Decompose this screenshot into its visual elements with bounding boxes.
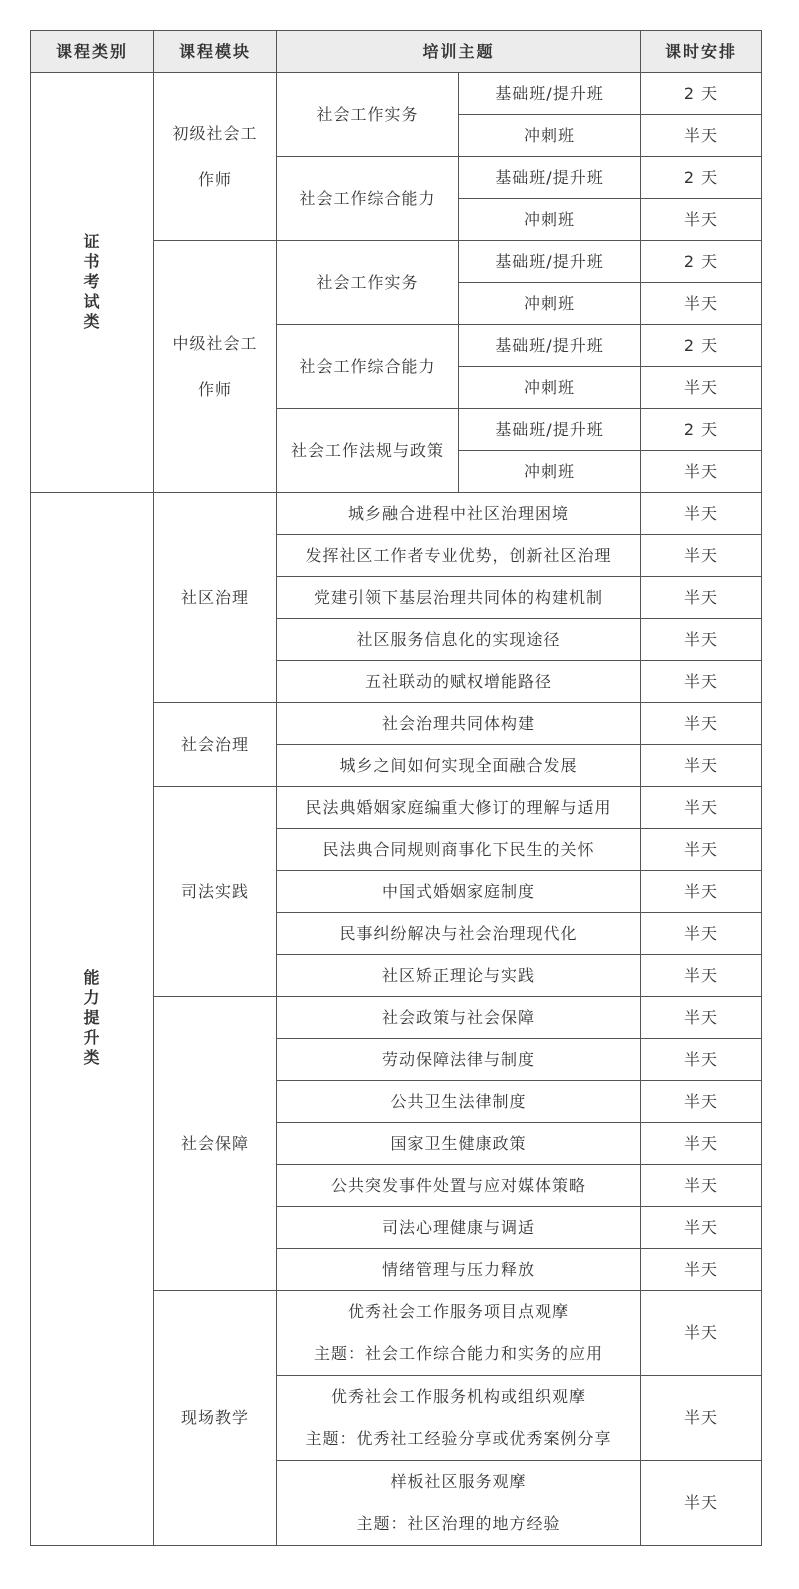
module-social: 社会治理 — [154, 703, 277, 787]
duration-cell: 半天 — [641, 283, 762, 325]
module-mid — [154, 241, 277, 493]
class-type-cell: 基础班/提升班 — [459, 241, 641, 283]
topic-line-2: 主题：社区治理的地方经验 — [356, 1514, 561, 1533]
table-row — [31, 493, 762, 535]
class-type-cell: 基础班/提升班 — [459, 73, 641, 115]
duration-cell: 半天 — [641, 955, 762, 997]
topic-line-2: 主题：优秀社工经验分享或优秀案例分享 — [305, 1429, 612, 1448]
module-community: 社区治理 — [154, 493, 277, 703]
duration-cell: 半天 — [641, 787, 762, 829]
category-cert — [31, 73, 154, 493]
topic-line-1: 样板社区服务观摩 — [390, 1472, 527, 1491]
topic-cell: 公共突发事件处置与应对媒体策略 — [277, 1165, 641, 1207]
duration-cell: 半天 — [641, 997, 762, 1039]
topic-cell: 社会工作综合能力 — [277, 157, 459, 241]
duration-cell: 半天 — [641, 367, 762, 409]
duration-cell: 半天 — [641, 577, 762, 619]
topic-cell: 社区服务信息化的实现途径 — [277, 619, 641, 661]
header-module: 课程模块 — [154, 31, 277, 73]
duration-cell: 半天 — [641, 1165, 762, 1207]
duration-cell: 半天 — [641, 871, 762, 913]
class-type-cell: 基础班/提升班 — [459, 157, 641, 199]
duration-cell: 2 天 — [641, 325, 762, 367]
header-category: 课程类别 — [31, 31, 154, 73]
topic-cell: 中国式婚姻家庭制度 — [277, 871, 641, 913]
duration-cell: 半天 — [641, 451, 762, 493]
table-header-row — [31, 31, 762, 73]
category-ability-label: 能力提升类 — [83, 968, 101, 1067]
topic-line-1: 优秀社会工作服务项目点观摩 — [348, 1302, 570, 1321]
topic-cell: 民法典合同规则商事化下民生的关怀 — [277, 829, 641, 871]
class-type-cell: 冲刺班 — [459, 115, 641, 157]
topic-cell: 党建引领下基层治理共同体的构建机制 — [277, 577, 641, 619]
class-type-cell: 冲刺班 — [459, 451, 641, 493]
duration-cell: 2 天 — [641, 157, 762, 199]
duration-cell: 半天 — [641, 1081, 762, 1123]
category-ability — [31, 493, 154, 1546]
topic-cell: 城乡融合进程中社区治理困境 — [277, 493, 641, 535]
duration-cell: 半天 — [641, 1249, 762, 1291]
topic-cell — [277, 1461, 641, 1546]
duration-cell: 半天 — [641, 745, 762, 787]
module-field: 现场教学 — [154, 1291, 277, 1546]
topic-cell: 社会工作综合能力 — [277, 325, 459, 409]
topic-cell: 社会工作实务 — [277, 73, 459, 157]
duration-cell: 半天 — [641, 199, 762, 241]
topic-cell: 劳动保障法律与制度 — [277, 1039, 641, 1081]
topic-cell: 社区矫正理论与实践 — [277, 955, 641, 997]
duration-cell: 半天 — [641, 1123, 762, 1165]
topic-cell: 司法心理健康与调适 — [277, 1207, 641, 1249]
topic-cell: 情绪管理与压力释放 — [277, 1249, 641, 1291]
topic-cell: 民事纠纷解决与社会治理现代化 — [277, 913, 641, 955]
duration-cell: 半天 — [641, 115, 762, 157]
duration-cell: 半天 — [641, 703, 762, 745]
duration-cell: 半天 — [641, 1291, 762, 1376]
topic-line-1: 优秀社会工作服务机构或组织观摩 — [331, 1387, 587, 1406]
topic-cell: 发挥社区工作者专业优势，创新社区治理 — [277, 535, 641, 577]
duration-cell: 半天 — [641, 661, 762, 703]
class-type-cell: 冲刺班 — [459, 283, 641, 325]
topic-cell — [277, 1376, 641, 1461]
topic-cell: 五社联动的赋权增能路径 — [277, 661, 641, 703]
header-schedule: 课时安排 — [641, 31, 762, 73]
module-security: 社会保障 — [154, 997, 277, 1291]
duration-cell: 半天 — [641, 535, 762, 577]
class-type-cell: 冲刺班 — [459, 199, 641, 241]
duration-cell: 半天 — [641, 1039, 762, 1081]
category-cert-label: 证书考试类 — [83, 231, 101, 331]
topic-cell: 社会工作实务 — [277, 241, 459, 325]
topic-cell: 社会工作法规与政策 — [277, 409, 459, 493]
topic-line-2: 主题：社会工作综合能力和实务的应用 — [314, 1344, 604, 1363]
duration-cell: 2 天 — [641, 409, 762, 451]
topic-cell: 社会治理共同体构建 — [277, 703, 641, 745]
class-type-cell: 基础班/提升班 — [459, 409, 641, 451]
module-mid-label: 中级社会工作师 — [172, 333, 258, 399]
duration-cell: 半天 — [641, 1461, 762, 1546]
duration-cell: 半天 — [641, 829, 762, 871]
duration-cell: 半天 — [641, 1376, 762, 1461]
duration-cell: 半天 — [641, 913, 762, 955]
topic-cell: 公共卫生法律制度 — [277, 1081, 641, 1123]
duration-cell: 半天 — [641, 493, 762, 535]
module-junior-label: 初级社会工作师 — [172, 123, 258, 189]
duration-cell: 2 天 — [641, 73, 762, 115]
header-topic: 培训主题 — [277, 31, 641, 73]
duration-cell: 半天 — [641, 1207, 762, 1249]
table-row — [31, 73, 762, 115]
class-type-cell: 基础班/提升班 — [459, 325, 641, 367]
topic-cell: 城乡之间如何实现全面融合发展 — [277, 745, 641, 787]
topic-cell: 国家卫生健康政策 — [277, 1123, 641, 1165]
class-type-cell: 冲刺班 — [459, 367, 641, 409]
module-junior — [154, 73, 277, 241]
topic-cell: 民法典婚姻家庭编重大修订的理解与适用 — [277, 787, 641, 829]
course-schedule-table — [30, 30, 762, 1546]
duration-cell: 2 天 — [641, 241, 762, 283]
module-judicial: 司法实践 — [154, 787, 277, 997]
topic-cell: 社会政策与社会保障 — [277, 997, 641, 1039]
topic-cell — [277, 1291, 641, 1376]
duration-cell: 半天 — [641, 619, 762, 661]
